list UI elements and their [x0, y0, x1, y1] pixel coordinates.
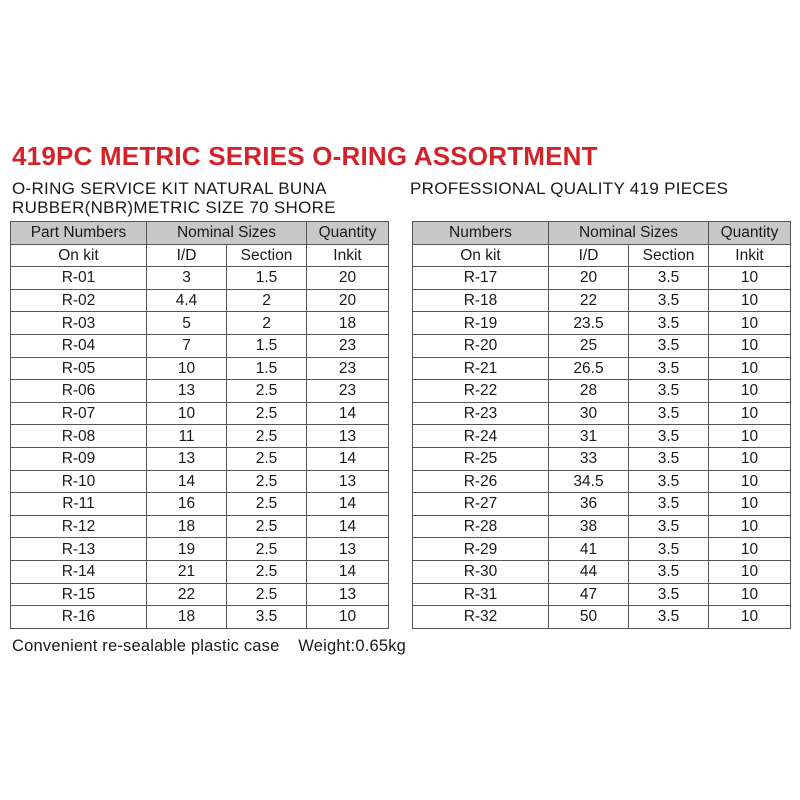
inner-diameter-cell: 13 [147, 447, 227, 470]
part-number-cell: R-03 [11, 312, 147, 335]
subheader-inkit: Inkit [709, 244, 791, 267]
part-number-cell: R-02 [11, 289, 147, 312]
inner-diameter-cell: 3 [147, 267, 227, 290]
section-cell: 2.5 [227, 425, 307, 448]
part-number-cell: R-20 [413, 334, 549, 357]
subheader-id: I/D [549, 244, 629, 267]
table-row [413, 583, 791, 606]
quantity-cell: 10 [709, 538, 791, 561]
part-number-cell: R-10 [11, 470, 147, 493]
section-cell: 3.5 [629, 425, 709, 448]
section-cell: 2 [227, 312, 307, 335]
quantity-cell: 13 [307, 425, 389, 448]
quantity-cell: 10 [709, 402, 791, 425]
part-number-cell: R-26 [413, 470, 549, 493]
header-quantity: Quantity [307, 222, 389, 245]
section-cell: 3.5 [629, 583, 709, 606]
part-number-cell: R-08 [11, 425, 147, 448]
table-row [413, 334, 791, 357]
inner-diameter-cell: 22 [147, 583, 227, 606]
quantity-cell: 10 [709, 289, 791, 312]
table-row [11, 447, 389, 470]
table-row [11, 312, 389, 335]
section-cell: 3.5 [629, 267, 709, 290]
subheader-id: I/D [147, 244, 227, 267]
inner-diameter-cell: 5 [147, 312, 227, 335]
quantity-cell: 10 [709, 447, 791, 470]
table-row [11, 334, 389, 357]
part-number-cell: R-18 [413, 289, 549, 312]
quantity-cell: 14 [307, 560, 389, 583]
subheader-on-kit: On kit [11, 244, 147, 267]
inner-diameter-cell: 23.5 [549, 312, 629, 335]
section-cell: 2.5 [227, 583, 307, 606]
table-row [11, 267, 389, 290]
quantity-cell: 14 [307, 447, 389, 470]
part-number-cell: R-04 [11, 334, 147, 357]
section-cell: 3.5 [629, 289, 709, 312]
part-number-cell: R-09 [11, 447, 147, 470]
left-parts-table [10, 221, 389, 629]
quantity-cell: 10 [709, 425, 791, 448]
quantity-cell: 10 [709, 493, 791, 516]
part-number-cell: R-28 [413, 515, 549, 538]
table-row [413, 357, 791, 380]
quantity-cell: 10 [709, 380, 791, 403]
section-cell: 1.5 [227, 267, 307, 290]
kit-description-line-2: RUBBER(NBR)METRIC SIZE 70 SHORE [12, 198, 336, 217]
quantity-cell: 10 [709, 357, 791, 380]
table-row [11, 425, 389, 448]
table-row [11, 583, 389, 606]
part-number-cell: R-25 [413, 447, 549, 470]
part-number-cell: R-13 [11, 538, 147, 561]
part-number-cell: R-23 [413, 402, 549, 425]
inner-diameter-cell: 26.5 [549, 357, 629, 380]
table-row [11, 560, 389, 583]
part-number-cell: R-32 [413, 606, 549, 629]
inner-diameter-cell: 33 [549, 447, 629, 470]
table-header-row [11, 222, 389, 245]
section-cell: 3.5 [629, 606, 709, 629]
section-cell: 3.5 [629, 357, 709, 380]
quantity-cell: 10 [709, 312, 791, 335]
quantity-cell: 18 [307, 312, 389, 335]
part-number-cell: R-06 [11, 380, 147, 403]
table-row [413, 493, 791, 516]
header-nominal-sizes: Nominal Sizes [147, 222, 307, 245]
inner-diameter-cell: 18 [147, 606, 227, 629]
table-row [413, 538, 791, 561]
inner-diameter-cell: 22 [549, 289, 629, 312]
page-title: 419PC METRIC SERIES O-RING ASSORTMENT [12, 141, 598, 171]
part-number-cell: R-21 [413, 357, 549, 380]
inner-diameter-cell: 30 [549, 402, 629, 425]
section-cell: 3.5 [629, 493, 709, 516]
section-cell: 3.5 [629, 538, 709, 561]
inner-diameter-cell: 14 [147, 470, 227, 493]
subheader-section: Section [227, 244, 307, 267]
table-header-row [413, 222, 791, 245]
subheader-on-kit: On kit [413, 244, 549, 267]
table-row [11, 357, 389, 380]
table-row [413, 312, 791, 335]
part-number-cell: R-16 [11, 606, 147, 629]
table-row [11, 470, 389, 493]
header-quantity: Quantity [709, 222, 791, 245]
table-row [413, 560, 791, 583]
part-number-cell: R-12 [11, 515, 147, 538]
table-subheader-row [413, 244, 791, 267]
section-cell: 1.5 [227, 357, 307, 380]
subheader-inkit: Inkit [307, 244, 389, 267]
part-number-cell: R-07 [11, 402, 147, 425]
quantity-cell: 23 [307, 357, 389, 380]
inner-diameter-cell: 18 [147, 515, 227, 538]
section-cell: 2.5 [227, 538, 307, 561]
section-cell: 3.5 [629, 380, 709, 403]
section-cell: 3.5 [629, 402, 709, 425]
quantity-cell: 14 [307, 402, 389, 425]
table-row [11, 515, 389, 538]
inner-diameter-cell: 34.5 [549, 470, 629, 493]
inner-diameter-cell: 31 [549, 425, 629, 448]
quantity-cell: 10 [709, 334, 791, 357]
right-parts-table [412, 221, 791, 629]
section-cell: 2.5 [227, 560, 307, 583]
table-row [413, 267, 791, 290]
inner-diameter-cell: 16 [147, 493, 227, 516]
inner-diameter-cell: 44 [549, 560, 629, 583]
section-cell: 2.5 [227, 470, 307, 493]
part-number-cell: R-15 [11, 583, 147, 606]
quantity-cell: 13 [307, 583, 389, 606]
footer [12, 637, 406, 656]
part-number-cell: R-29 [413, 538, 549, 561]
inner-diameter-cell: 20 [549, 267, 629, 290]
section-cell: 2.5 [227, 447, 307, 470]
quantity-cell: 10 [709, 515, 791, 538]
quantity-cell: 10 [709, 267, 791, 290]
quantity-cell: 14 [307, 515, 389, 538]
right-table-body [413, 267, 791, 629]
section-cell: 3.5 [227, 606, 307, 629]
quantity-cell: 10 [307, 606, 389, 629]
inner-diameter-cell: 36 [549, 493, 629, 516]
quantity-cell: 10 [709, 606, 791, 629]
table-row [11, 538, 389, 561]
inner-diameter-cell: 41 [549, 538, 629, 561]
kit-description [12, 179, 336, 217]
quantity-cell: 10 [709, 560, 791, 583]
inner-diameter-cell: 13 [147, 380, 227, 403]
table-row [413, 289, 791, 312]
table-row [11, 402, 389, 425]
section-cell: 2.5 [227, 380, 307, 403]
quantity-cell: 23 [307, 380, 389, 403]
quantity-cell: 10 [709, 583, 791, 606]
inner-diameter-cell: 28 [549, 380, 629, 403]
header-nominal-sizes: Nominal Sizes [549, 222, 709, 245]
inner-diameter-cell: 11 [147, 425, 227, 448]
table-row [413, 606, 791, 629]
table-row [413, 380, 791, 403]
part-number-cell: R-01 [11, 267, 147, 290]
inner-diameter-cell: 4.4 [147, 289, 227, 312]
kit-description-line-1: O-RING SERVICE KIT NATURAL BUNA [12, 179, 327, 198]
section-cell: 3.5 [629, 312, 709, 335]
table-row [413, 425, 791, 448]
inner-diameter-cell: 47 [549, 583, 629, 606]
part-number-cell: R-14 [11, 560, 147, 583]
section-cell: 2.5 [227, 515, 307, 538]
inner-diameter-cell: 10 [147, 357, 227, 380]
quantity-cell: 10 [709, 470, 791, 493]
table-row [413, 515, 791, 538]
part-number-cell: R-05 [11, 357, 147, 380]
subheader-section: Section [629, 244, 709, 267]
quantity-cell: 20 [307, 267, 389, 290]
inner-diameter-cell: 10 [147, 402, 227, 425]
section-cell: 3.5 [629, 447, 709, 470]
part-number-cell: R-24 [413, 425, 549, 448]
inner-diameter-cell: 38 [549, 515, 629, 538]
inner-diameter-cell: 50 [549, 606, 629, 629]
section-cell: 3.5 [629, 470, 709, 493]
table-row [413, 402, 791, 425]
table-subheader-row [11, 244, 389, 267]
table-row [11, 380, 389, 403]
weight-note: Weight:0.65kg [298, 637, 407, 655]
part-number-cell: R-22 [413, 380, 549, 403]
quantity-cell: 14 [307, 493, 389, 516]
section-cell: 2 [227, 289, 307, 312]
inner-diameter-cell: 21 [147, 560, 227, 583]
section-cell: 3.5 [629, 515, 709, 538]
table-row [11, 493, 389, 516]
section-cell: 2.5 [227, 493, 307, 516]
inner-diameter-cell: 7 [147, 334, 227, 357]
quantity-cell: 20 [307, 289, 389, 312]
quantity-cell: 13 [307, 470, 389, 493]
left-table-body [11, 267, 389, 629]
table-row [413, 447, 791, 470]
header-part-numbers: Part Numbers [11, 222, 147, 245]
inner-diameter-cell: 25 [549, 334, 629, 357]
case-note: Convenient re-sealable plastic case [12, 637, 280, 655]
section-cell: 1.5 [227, 334, 307, 357]
section-cell: 2.5 [227, 402, 307, 425]
part-number-cell: R-31 [413, 583, 549, 606]
quantity-cell: 13 [307, 538, 389, 561]
part-number-cell: R-11 [11, 493, 147, 516]
quality-note: PROFESSIONAL QUALITY 419 PIECES [410, 179, 729, 198]
part-number-cell: R-17 [413, 267, 549, 290]
part-number-cell: R-19 [413, 312, 549, 335]
table-row [413, 470, 791, 493]
table-row [11, 289, 389, 312]
section-cell: 3.5 [629, 560, 709, 583]
section-cell: 3.5 [629, 334, 709, 357]
part-number-cell: R-30 [413, 560, 549, 583]
quantity-cell: 23 [307, 334, 389, 357]
header-numbers: Numbers [413, 222, 549, 245]
table-row [11, 606, 389, 629]
part-number-cell: R-27 [413, 493, 549, 516]
inner-diameter-cell: 19 [147, 538, 227, 561]
